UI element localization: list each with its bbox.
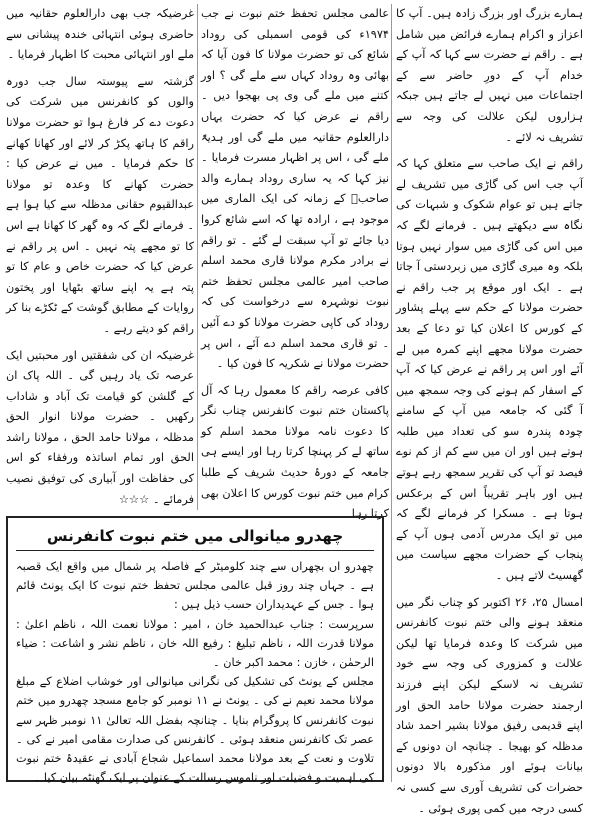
notice-officials: سرپرست : جناب عبدالحمید خان ، امیر : مولانا نعمت اللہ ، ناظم اعلیٰ : مولانا قدرت اللہ ، ناظم تبلیغ : رفیع اللہ خان ، ناظم نشر و اشاعت : ضیاء الرحمٰن ، خازن : محمد اکبر خان ۔ — [16, 617, 374, 670]
paragraph: راقم نے ایک صاحب سے متعلق کہا کہ آپ جب اس کی گاڑی میں تشریف لے جاتے ہیں تو عوام شکوک و شبہات کی نگاہ سے دیکھتے ہیں ۔ فرمانے لگے کہ میں اس کی گاڑی میں سوار نہیں ہوتا بلکہ وہ میری گاڑی میں زبردستی آ جاتا ہے ۔ ایک اور موقع پر جب راقم نے حضرت مولانا کے حکم سے پہلے پشاور کے کورس کا اعلان کیا تو دعا کے بعد حضرت مولانا مجھے اپنے کمرہ میں لے آئے اور اس پر راقم نے عرض کیا کہ آپ کے اسفار کم ہونے کی وجہ سمجھ میں آ گئی کہ جامعہ میں آپ کے سامنے چودہ پندرہ سو کی تعداد میں طلبہ ہوتے ہیں اور ان میں سے کم از کم نوے فیصد تو آپ کی تقریر سمجھ رہے ہوتے ہیں اور باہر تقریباً اس کے برعکس ہوتا ہے ۔ مسکرا کر فرمانے لگے کہ میں تو ایک مدرس آدمی ہوں آپ کے پنجاب کے حضرات مجھے سیاست میں گھسیٹ لاتے ہیں ۔ — [396, 157, 583, 583]
paragraph: گزشتہ سے پیوستہ سال جب دورہ والوں کو کانفرنس میں شرکت کی دعوت دے کر فارغ ہوا تو حضرت مولانا راقم کا ہاتھ پکڑ کر لائے اور کھانا کھانے کا حکم فرمایا ۔ میں نے عرض کیا : حضرت کھانے کا وعدہ تو مولانا عبدالقیوم حقانی مدظلہ سے کیا ہوا ہے ۔ فرمانے لگے کہ وہ گھر کا کھانا ہے اس کا تو مجھے پتہ نہیں ۔ اس پر راقم نے عرض کیا کہ حضرت خاص و عام کا تو پتہ ہے یہ اپنے ساتھ بٹھایا اور پختون روایات کے مطابق گوشت کے ٹکڑے بنا کر راقم کو دیتے رہے ۔ — [6, 74, 194, 335]
paragraph: کافی عرصہ راقم کا معمول رہا کہ آل پاکستان ختم نبوت کانفرنس چناب نگر کا دعوت نامہ مولانا محمد اسلم کو ساتھ لے کر پہنچا کرتا رہا اور ایسے ہی جامعہ کے دورۂ حدیث شریف کے طلبا کرام میں ختم نبوت کورس کا اعلان بھی کرتا رہا ۔ — [201, 383, 389, 521]
notice-paragraph: چھدرو اں بچھراں سے چند کلومیٹر کے فاصلہ پر شمال میں واقع ایک قصبہ ہے ۔ جہاں چند روز قبل عالمی مجلس تحفظ ختم نبوت کا ایک یونٹ قائم ہوا ۔ جس کے عہدیداران حسب ذیل ہیں : — [16, 560, 374, 612]
paragraph: عالمی مجلس تحفظ ختم نبوت نے جب ۱۹۷۴ء کی قومی اسمبلی کی روداد شائع کی تو حضرت مولانا کا فون آیا کہ بھائی وہ روداد کہاں سے ملے گی ؟ اور کتنے میں ملے گی وی پی بھجوا دیں ۔ راقم نے عرض کیا کہ حضرت یہاں دارالعلوم حقانیہ میں ملے گی اور ہدیۃً ملے گی ، اس پر اظہار مسرت فرمایا ۔ نیز کہا کہ یہ ساری روداد ہمارے والد صاحبؒ کے زمانہ کی ایک الماری میں موجود ہے ، ارادہ تھا کہ اسے شائع کروا دیا جائے تو آپ سبقت لے گئے ۔ تو راقم نے برادر مکرم مولانا قاری محمد اسلم صاحب امیر عالمی مجلس تحفظ ختم نبوت نوشہرہ سے درخواست کی کہ روداد کی کاپی حضرت مولانا کو دے آئیں ۔ تو قاری محمد اسلم دے آئے ، اس پر حضرت مولانا نے شکریہ کا فون کیا ۔ — [201, 7, 389, 371]
middle-column — [201, 4, 389, 521]
notice-paragraph: مجلس کے یونٹ کی تشکیل کی نگرانی میانوالی اور خوشاب اضلاع کے مبلغ مولانا محمد نعیم نے کی ۔ یونٹ نے ۱۱ نومبر کو جامع مسجد چھدرو میں ختم نبوت کانفرنس کا پروگرام بنایا ۔ چنانچہ بفضل اللہ تعالیٰ ۱۱ نومبر ظہر سے عصر تک کانفرنس منعقد ہوئی ۔ کانفرنس کی صدارت مقامی امیر نے کی ۔ تلاوت و نعت کے بعد مولانا محمد اسماعیل شجاع آبادی نے عقیدۂ ختم نبوت کی اہمیت و فضیلت اور ناموس رسالت کے عنوان پر ایک گھنٹہ بیان کیا ۔ — [16, 675, 374, 785]
paragraph: ہمارے بزرگ اور بزرگ زادہ ہیں۔ آپ کا اعزاز و اکرام ہمارے فرائض میں شامل ہے ۔ راقم نے حضرت سے کہا کہ آپ کے خدام آپ کے دورِ حاضر سے کے اجتماعات میں نہیں لے جاتے ہیں جبکہ ہزاروں لیکن علالت کی وجہ سے تشریف نہ لائے ۔ — [396, 7, 583, 144]
notice-heading: چھدرو میانوالی میں ختم نبوت کانفرنس — [16, 524, 374, 551]
column-divider-left — [197, 4, 198, 510]
paragraph: غرضیکہ ان کی شفقتیں اور محبتیں ایک عرصہ تک یاد رہیں گی ۔ اللہ پاک ان کے گلشن کو قیامت تک آباد و شاداب رکھیں ۔ حضرت مولانا انوار الحق مدظلہ ، مولانا حامد الحق ، مولانا راشد الحق اور تمام اساتذہ ورفقاء کو اس کی حفاظت اور آبیاری کی توفیق نصیب فرمائے ۔ ☆☆☆ — [6, 348, 194, 506]
right-column — [396, 4, 583, 815]
notice-body — [8, 555, 382, 789]
column-divider-right — [391, 4, 392, 782]
conference-notice-box — [6, 516, 384, 785]
paragraph: غرضیکہ جب بھی دارالعلوم حقانیہ میں حاضری ہوئی انتہائی خندہ پیشانی سے ملے اور انتہائی محبت کا اظہار فرمایا ۔ — [6, 7, 194, 62]
paragraph: امسال ۲۵، ۲۶ اکتوبر کو چناب نگر میں منعقد ہونے والی ختم نبوت کانفرنس میں شرکت کا وعدہ فرمایا تھا لیکن علالت و کمزوری کی وجہ سے خود تشریف نہ لاسکے لیکن اپنے فرزند ارجمند حضرت مولانا حامد الحق اور اپنے قدیمی رفیق مولانا بشیر احمد شاد مدظلہ کو بھیجا ۔ چنانچہ ان دونوں کے بیانات ہوئے اور مذکورہ بالا دونوں حضرات کی تشریف آوری سے کسی نہ کسی درجہ میں کمی پوری ہوئی ۔ — [396, 595, 583, 815]
left-column — [6, 4, 194, 504]
